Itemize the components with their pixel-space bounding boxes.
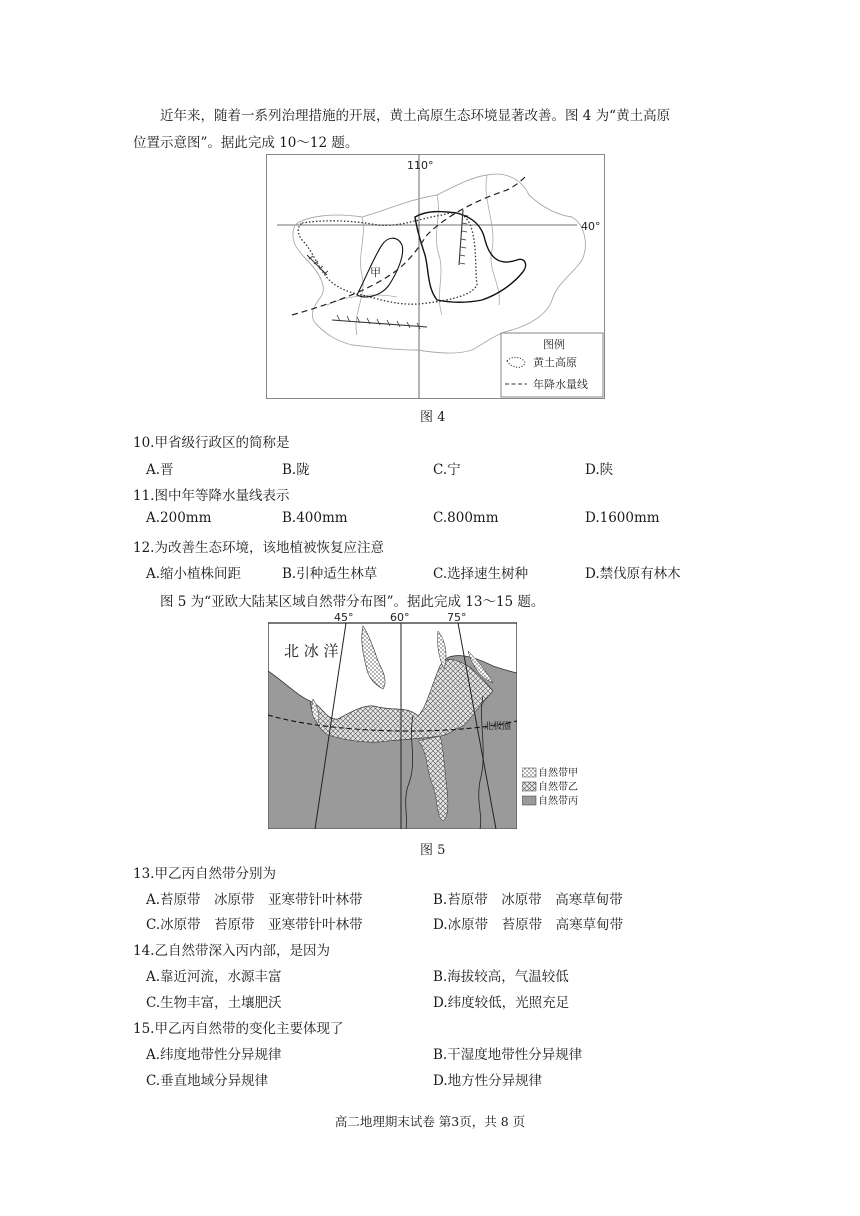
figure5-map — [268, 611, 517, 829]
q15-option-c: C.垂直地域分异规律 — [146, 1073, 269, 1089]
q13-stem: 13.甲乙丙自然带分别为 — [133, 866, 276, 882]
legend-bing-box — [522, 796, 536, 805]
q13-option-b: B.苔原带 冰原带 高寒草甸带 — [433, 892, 623, 908]
q10-option-a: A.晋 — [146, 462, 174, 478]
q13-option-a: A.苔原带 冰原带 亚寒带针叶林带 — [146, 892, 363, 908]
legend-yi-label: 自然带乙 — [538, 782, 578, 793]
legend-title: 图例 — [543, 338, 565, 351]
q14-option-a: A.靠近河流，水源丰富 — [146, 969, 282, 985]
legend-jia-box — [522, 768, 536, 777]
legend-jia-label: 自然带甲 — [538, 768, 578, 779]
legend-isohyet-label: 年降水量线 — [533, 378, 588, 391]
isohyet-line — [292, 175, 527, 315]
q10-option-c: C.宁 — [433, 462, 461, 478]
intro-paragraph-line2: 位置示意图”。据此完成 10～12 题。 — [133, 135, 359, 151]
province-jia-label: 甲 — [370, 266, 381, 279]
q10-option-b: B.陇 — [282, 462, 310, 478]
mountain-hatching — [307, 210, 468, 329]
q15-option-d: D.地方性分异规律 — [433, 1073, 543, 1089]
longitude-110-label: 110° — [407, 159, 434, 172]
figure5-legend-svg — [522, 766, 600, 810]
intro2-paragraph: 图 5 为“亚欧大陆某区域自然带分布图”。据此完成 13～15 题。 — [160, 594, 545, 610]
q12-option-b: B.引种适生林草 — [282, 566, 378, 582]
q13-option-d: D.冰原带 苔原带 高寒草甸带 — [433, 917, 624, 933]
legend-yi-box — [522, 782, 536, 791]
q10-stem: 10.甲省级行政区的简称是 — [133, 435, 290, 451]
figure4-caption: 图 4 — [420, 410, 446, 425]
q11-option-c: C.800mm — [433, 510, 499, 526]
q11-option-a: A.200mm — [146, 510, 212, 526]
figure5-legend — [522, 766, 600, 814]
loess-plateau-outline — [298, 213, 477, 304]
figure5-caption: 图 5 — [420, 843, 446, 858]
q12-option-d: D.禁伐原有林木 — [585, 566, 681, 582]
q12-option-a: A.缩小植株间距 — [146, 566, 242, 582]
lon-45-label: 45° — [334, 611, 354, 624]
q11-stem: 11.图中年等降水量线表示 — [133, 488, 290, 504]
q14-option-d: D.纬度较低，光照充足 — [433, 995, 570, 1011]
figure4-map — [266, 154, 605, 399]
q12-stem: 12.为改善生态环境，该地植被恢复应注意 — [133, 540, 384, 556]
q14-stem: 14.乙自然带深入丙内部，是因为 — [133, 943, 330, 959]
figure4-svg — [267, 155, 604, 398]
admin-boundary-outline — [293, 174, 585, 353]
figure5-svg — [268, 611, 517, 829]
arctic-circle-label: 北极圈 — [484, 722, 512, 732]
intro-paragraph-line1: 近年来，随着一系列治理措施的开展，黄土高原生态环境显著改善。图 4 为“黄土高原 — [160, 108, 671, 124]
legend-bing-label: 自然带丙 — [538, 796, 578, 807]
admin-boundary-inner2 — [436, 195, 442, 315]
q11-option-b: B.400mm — [282, 510, 348, 526]
q13-option-c: C.冰原带 苔原带 亚寒带针叶林带 — [146, 917, 363, 933]
q10-option-d: D.陕 — [585, 462, 614, 478]
lon-60-label: 60° — [390, 611, 410, 624]
q12-option-c: C.选择速生树种 — [433, 566, 529, 582]
q14-option-b: B.海拔较高，气温较低 — [433, 969, 569, 985]
q11-option-d: D.1600mm — [585, 510, 660, 526]
arctic-ocean-label: 北 冰 洋 — [284, 642, 339, 660]
q14-option-c: C.生物丰富，土壤肥沃 — [146, 995, 282, 1011]
q15-stem: 15.甲乙丙自然带的变化主要体现了 — [133, 1021, 344, 1037]
legend-plateau-label: 黄土高原 — [533, 356, 577, 369]
q15-option-a: A.纬度地带性分异规律 — [146, 1047, 282, 1063]
page-footer: 高二地理期末试卷 第3页，共 8 页 — [334, 1114, 526, 1129]
q15-option-b: B.干湿度地带性分异规律 — [433, 1047, 583, 1063]
latitude-40-label: 40° — [581, 220, 601, 233]
admin-boundary-inner3 — [486, 175, 499, 305]
lon-75-label: 75° — [447, 611, 467, 624]
